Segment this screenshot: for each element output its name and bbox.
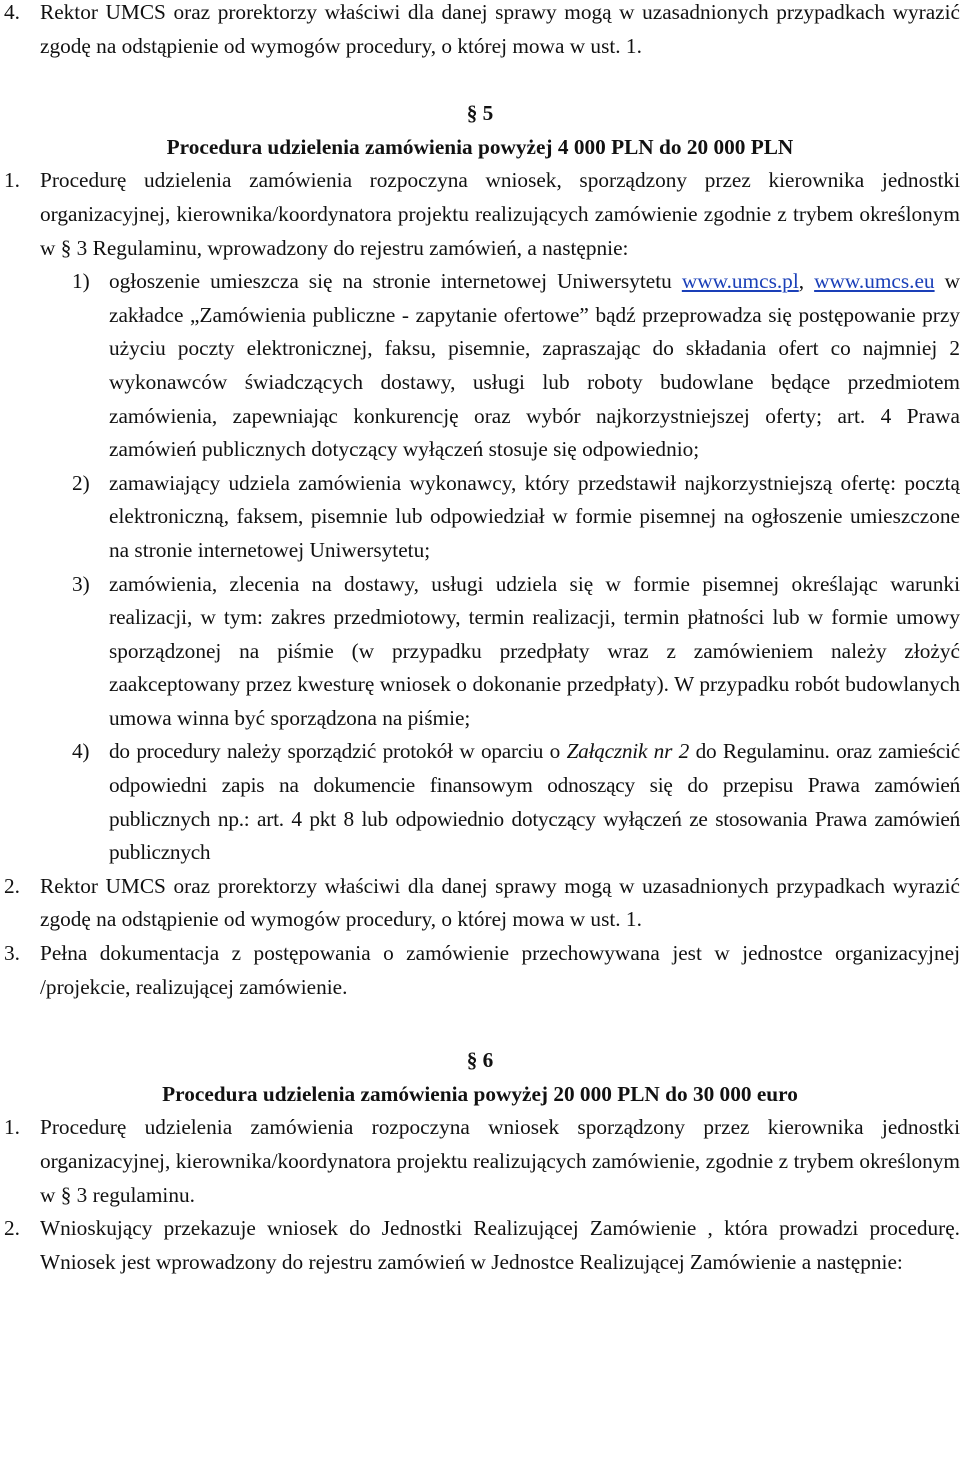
list-item — [0, 1111, 960, 1212]
item-number: 4. — [4, 0, 20, 24]
item-number: 1. — [4, 1115, 20, 1140]
item-number: 3. — [4, 941, 20, 966]
sub-item-text: w zakładce „Zamówienia publiczne - zapytanie ofertowe” bądź przeprowadza się postępowanie przy użyciu poczty elektronicznej, faksu, pisemnie, zapraszając do składania ofert co najmniej 2 wykonawców świadczących dostawy, usługi lub roboty budowlane będące przedmiotem zamówienia, zapewniając konkurencję oraz wybór najkorzystniejszej oferty; art. 4 Prawa zamówień publicznych dotyczący wyłączeń stosuje się odpowiednio; — [109, 269, 960, 462]
umcs-eu-link[interactable]: www.umcs.eu — [814, 269, 935, 294]
umcs-pl-link[interactable]: www.umcs.pl — [681, 269, 799, 294]
sub-item-text: zamówienia, zlecenia na dostawy, usługi udziela się w formie pisemnej określając warunki realizacji, w tym: zakres przedmiotowy, termin realizacji, termin płatności lub w formie umowy sporządzonej na piśmie (w przypadku przedpłaty wraz z zamówieniem należy złożyć zaakceptowany przez kwesturę wniosek o dokonanie przedpłaty). W przypadku robót budowlanych umowa winna być sporządzona na piśmie; — [109, 571, 960, 730]
section-title: Procedura udzielenia zamówienia powyżej 20 000 PLN do 30 000 euro — [162, 1081, 798, 1106]
item-number: 2. — [4, 873, 20, 898]
item-text: Procedurę udzielenia zamówienia rozpoczyna wniosek sporządzony przez kierownika jednostki organizacyjnej, kierownika/koordynatora projektu realizujących zamówienie, zgodnie z trybem określonym w § 3 regulaminu. — [40, 1115, 960, 1207]
section-number: § 5 — [466, 101, 494, 126]
item-number: 1. — [4, 168, 20, 193]
sub-item-text: ogłoszenie umieszcza się na stronie internetowej Uniwersytetu — [109, 269, 682, 294]
sub-item-text: zamawiający udziela zamówienia wykonawcy, który przedstawił najkorzystniejszą ofertę: pocztą elektroniczną, faksem, pisemnie lub odpowiedział w formie pisemnej na ogłoszenie umieszczone na stronie internetowej Uniwersytetu; — [109, 470, 960, 562]
sub-item-number: 3) — [72, 571, 90, 596]
list-item — [0, 0, 960, 63]
section-title: Procedura udzielenia zamówienia powyżej 4 000 PLN do 20 000 PLN — [166, 134, 794, 159]
attachment-reference: Załącznik nr 2 — [566, 739, 690, 764]
sub-list-item — [0, 467, 960, 568]
item-text: Wnioskujący przekazuje wniosek do Jednostki Realizującej Zamówienie , która prowadzi procedurę. Wniosek jest wprowadzony do rejestru zamówień w Jednostce Realizującej Zamówienie a następnie: — [40, 1216, 960, 1274]
list-item — [0, 1212, 960, 1279]
sub-item-number: 4) — [72, 739, 90, 764]
sub-list-item — [0, 735, 960, 869]
sub-item-text: do procedury należy sporządzić protokół w oparciu o — [109, 739, 567, 764]
link-separator: , — [798, 269, 815, 294]
list-item — [0, 870, 960, 937]
list-item — [0, 164, 960, 265]
section-number: § 6 — [466, 1048, 494, 1073]
sub-list-item — [0, 568, 960, 736]
sub-list-item — [0, 265, 960, 467]
list-item — [0, 937, 960, 1004]
sub-item-number: 1) — [72, 269, 90, 294]
sub-item-number: 2) — [72, 470, 90, 495]
item-text: Procedurę udzielenia zamówienia rozpoczyna wniosek, sporządzony przez kierownika jednostki organizacyjnej, kierownika/koordynatora projektu realizujących zamówienie zgodnie z trybem określonym w § 3 Regulaminu, wprowadzony do rejestru zamówień, a następnie: — [40, 168, 960, 260]
sub-item-text: do Regulaminu. oraz zamieścić odpowiedni zapis na dokumencie finansowym odnoszący się do przepisu Prawa zamówień publicznych np.: art. 4 pkt 8 lub odpowiednio dotyczący wyłączeń ze stosowania Prawa zamówień publicznych — [109, 739, 960, 865]
item-text: Rektor UMCS oraz prorektorzy właściwi dla danej sprawy mogą w uzasadnionych przypadkach wyrazić zgodę na odstąpienie od wymogów procedury, o której mowa w ust. 1. — [40, 0, 960, 58]
item-text: Pełna dokumentacja z postępowania o zamówienie przechowywana jest w jednostce organizacyjnej /projekcie, realizującej zamówienie. — [40, 941, 960, 999]
item-text: Rektor UMCS oraz prorektorzy właściwi dla danej sprawy mogą w uzasadnionych przypadkach wyrazić zgodę na odstąpienie od wymogów procedury, o której mowa w ust. 1. — [40, 873, 960, 932]
item-number: 2. — [4, 1216, 20, 1241]
